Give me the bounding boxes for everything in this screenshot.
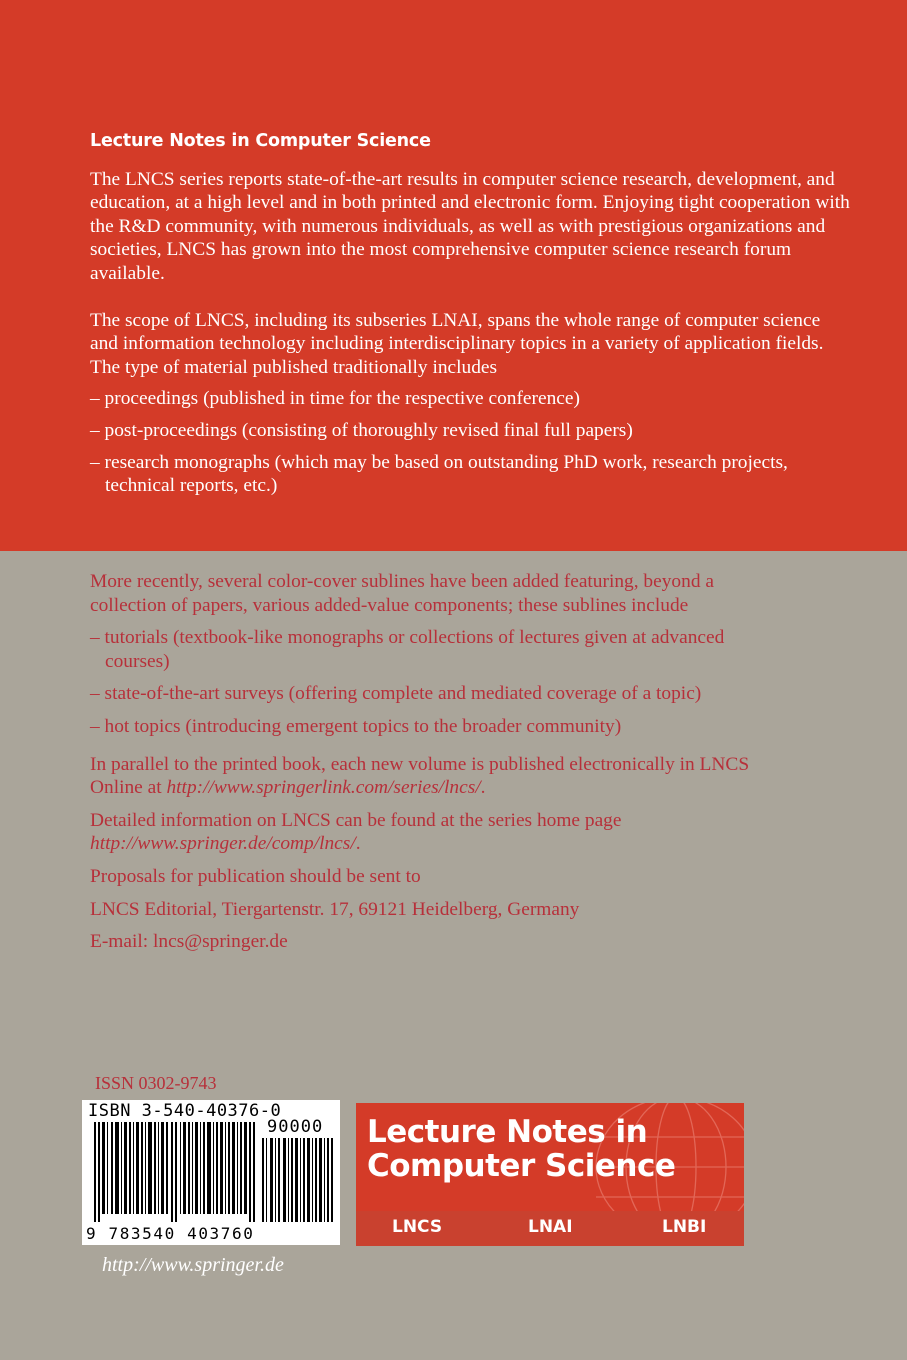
- publisher-url[interactable]: http://www.springer.de: [102, 1254, 284, 1276]
- online-end: .: [480, 777, 486, 799]
- ean-number: 9 783540 403760: [86, 1224, 255, 1243]
- proposals-text: Proposals for publication should be sent to: [90, 865, 421, 887]
- editorial-address: LNCS Editorial, Tiergartenstr. 17, 69121 Heidelberg, Germany: [90, 898, 580, 920]
- sublines-description: [90, 570, 790, 954]
- info-url[interactable]: http://www.springer.de/comp/lncs/: [90, 833, 356, 855]
- price-barcode-bars: [262, 1138, 334, 1222]
- logo-label-lnai: LNAI: [528, 1217, 573, 1237]
- series-intro: The LNCS series reports state-of-the-art results in computer science research, development, and education, at a high level and in both printed and electronic form. Enjoying tight cooperation with the R&D community, with numerous individuals, as well as with prestigious organizations and societies, LNCS has grown into the most comprehensive computer science research forum available.: [90, 168, 850, 284]
- series-scope: The scope of LNCS, including its subseries LNAI, spans the whole range of computer science and information technology including interdisciplinary topics in a variety of application fields. The type of material published traditionally includes: [90, 309, 824, 378]
- series-logo: [356, 1103, 744, 1246]
- isbn-label: ISBN 3-540-40376-0: [88, 1101, 282, 1121]
- price-code: 90000: [267, 1117, 324, 1137]
- list-item: – hot topics (introducing emergent topics to the broader community): [90, 715, 622, 737]
- sublines-intro: More recently, several color-cover sublines have been added featuring, beyond a collection of papers, various added-value components; these sublines include: [90, 571, 714, 616]
- issn-label: ISSN 0302-9743: [95, 1073, 217, 1093]
- online-paragraph: [90, 753, 790, 800]
- list-item: – state-of-the-art surveys (offering complete and mediated coverage of a topic): [90, 683, 702, 705]
- email-line[interactable]: E-mail: lncs@springer.de: [90, 931, 288, 953]
- list-item: – research monographs (which may be based on outstanding PhD work, research projects, technical reports, etc.): [90, 451, 788, 497]
- series-heading: Lecture Notes in Computer Science: [90, 131, 431, 151]
- logo-label-lncs: LNCS: [392, 1217, 443, 1237]
- info-text: Detailed information on LNCS can be found at the series home page: [90, 809, 622, 831]
- logo-label-lnbi: LNBI: [662, 1217, 707, 1237]
- series-description: [90, 130, 850, 498]
- logo-line-1: Lecture Notes in: [367, 1114, 648, 1150]
- online-url[interactable]: http://www.springerlink.com/series/lncs/: [166, 777, 481, 799]
- info-end: .: [355, 833, 361, 855]
- list-item: – tutorials (textbook-like monographs or collections of lectures given at advanced courses): [90, 627, 725, 672]
- logo-line-2: Computer Science: [367, 1148, 676, 1184]
- info-paragraph: [90, 809, 790, 856]
- barcode: [82, 1100, 340, 1245]
- ean-barcode-bars: [94, 1122, 259, 1222]
- list-item: – proceedings (published in time for the respective conference): [90, 388, 580, 410]
- online-text: In parallel to the printed book, each new volume is published electronically in LNCS Online at: [90, 753, 750, 799]
- list-item: – post-proceedings (consisting of thoroughly revised final full papers): [90, 419, 633, 441]
